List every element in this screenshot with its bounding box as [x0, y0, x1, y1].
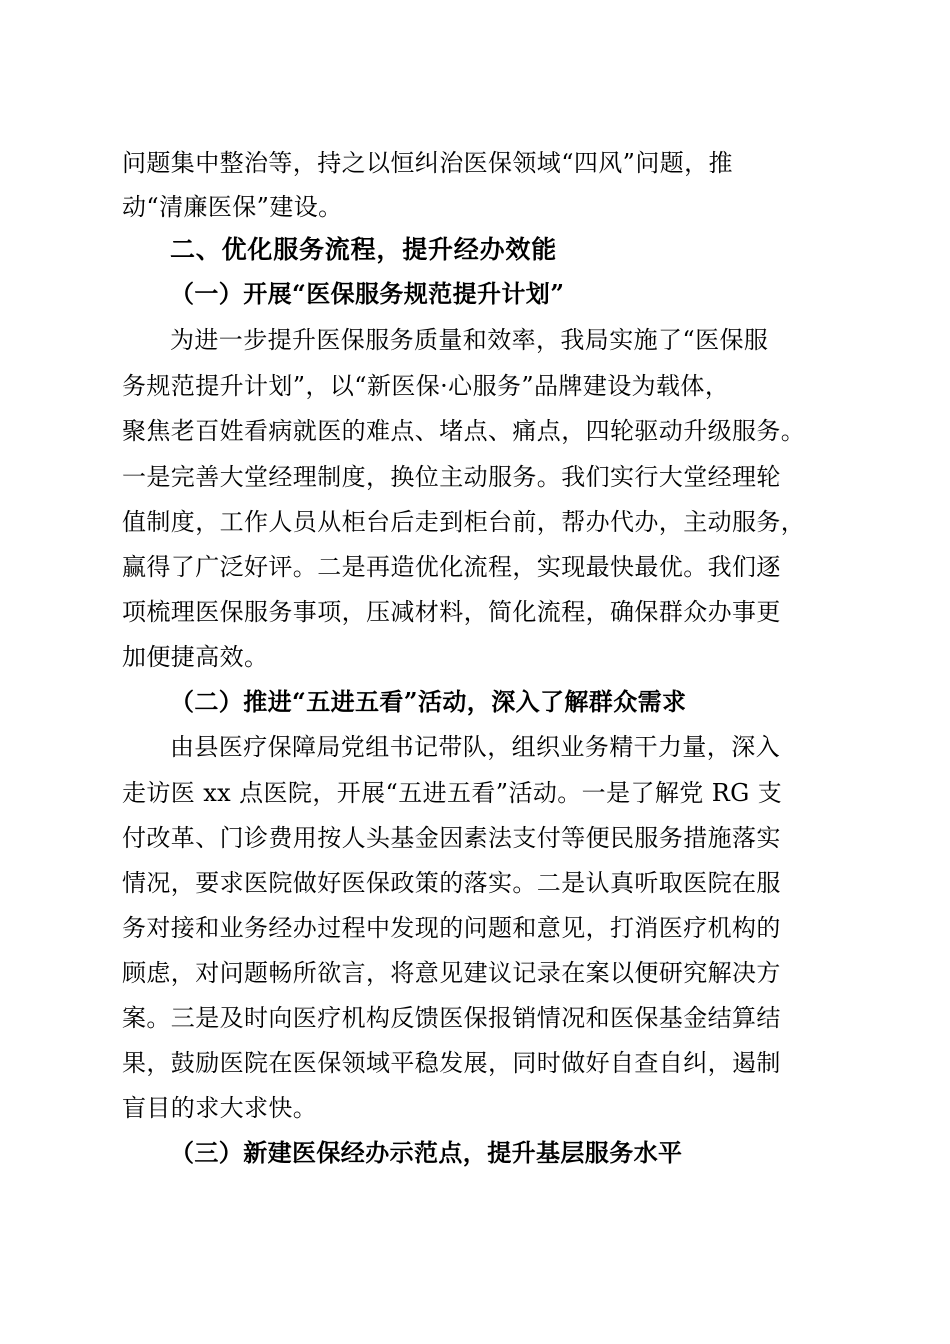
text-line: 一是完善大堂经理制度，换位主动服务。我们实行大堂经理轮 [122, 463, 781, 491]
text-line: 由县医疗保障局党组书记带队，组织业务精干力量，深入 [170, 733, 780, 761]
text-line: 聚焦老百姓看病就医的难点、堵点、痛点，四轮驱动升级服务。 [122, 417, 806, 445]
text-line: 值制度，工作人员从柜台后走到柜台前，帮办代办，主动服务， [122, 508, 806, 536]
text-line: 为进一步提升医保服务质量和效率，我局实施了“医保服 [170, 326, 769, 354]
subsection-heading: （三）新建医保经办示范点，提升基层服务水平 [170, 1138, 683, 1167]
text-line: 务对接和业务经办过程中发现的问题和意见，打消医疗机构的 [122, 914, 781, 942]
text-line: 顾虑，对问题畅所欲言，将意见建议记录在案以便研究解决方 [122, 959, 781, 987]
text-line: 项梳理医保服务事项，压减材料，简化流程，确保群众办事更 [122, 598, 781, 626]
text-line: 情况，要求医院做好医保政策的落实。二是认真听取医院在服 [122, 869, 781, 897]
text-line: 务规范提升计划”，以“新医保·心服务”品牌建设为载体， [122, 372, 730, 400]
text-line: 加便捷高效。 [122, 643, 269, 671]
text-line: 果，鼓励医院在医保领域平稳发展，同时做好自查自纠，遏制 [122, 1049, 781, 1077]
text-line: 案。三是及时向医疗机构反馈医保报销情况和医保基金结算结 [122, 1004, 781, 1032]
text-line: 走访医 xx 点医院，开展“五进五看”活动。一是了解党 RG 支 [122, 779, 783, 807]
text-line: 付改革、门诊费用按人头基金因素法支付等便民服务措施落实 [122, 824, 781, 852]
subsection-heading: （二）推进“五进五看”活动，深入了解群众需求 [170, 687, 687, 716]
subsection-heading: （一）开展“医保服务规范提升计划” [170, 279, 565, 308]
text-line: 问题集中整治等，持之以恒纠治医保领域“四风”问题，推 [122, 149, 733, 177]
section-heading: 二、优化服务流程，提升经办效能 [170, 235, 558, 264]
text-line: 盲目的求大求快。 [122, 1094, 318, 1122]
text-line: 赢得了广泛好评。二是再造优化流程，实现最快最优。我们逐 [122, 553, 781, 581]
text-line: 动“清廉医保”建设。 [122, 193, 343, 221]
